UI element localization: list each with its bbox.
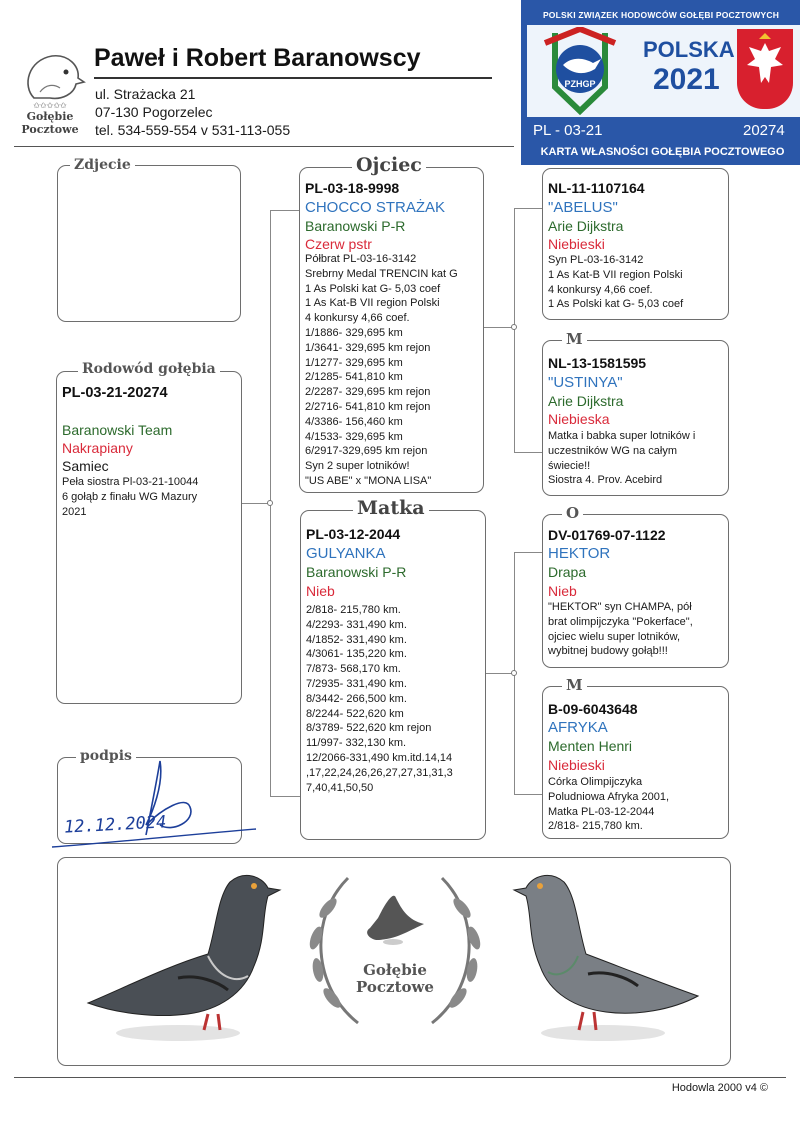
- pedigree-box: [56, 371, 242, 704]
- pigeon-right-icon: [514, 875, 698, 1041]
- father-line: Srebrny Medal TRENCIN kat G: [305, 267, 458, 280]
- header-divider: [14, 146, 514, 147]
- gf-father-line: Syn PL-03-16-3142: [548, 254, 644, 266]
- gm-father-list: [548, 429, 728, 488]
- pedigree-sex: Samiec: [62, 458, 109, 474]
- mother-line: 4/2293- 331,490 km.: [306, 618, 407, 631]
- father-line: 2/1285- 541,810 km: [305, 371, 403, 384]
- card-eagle-shield: [737, 29, 793, 109]
- mother-line: 12/2066-331,490 km.itd.14,14: [306, 751, 453, 764]
- photo-box: [57, 165, 241, 322]
- mother-line: 8/2244- 522,620 km: [306, 707, 404, 720]
- mother-line: 4/3061- 135,220 km.: [306, 648, 407, 661]
- gf-mother-line: brat olimpijczyka "Pokerface",: [548, 615, 693, 628]
- pedigree-breeder: Baranowski Team: [62, 422, 173, 438]
- tree-knot: [267, 500, 273, 506]
- father-breeder: Baranowski P-R: [305, 218, 406, 234]
- mother-color: Nieb: [306, 583, 335, 599]
- tree-line: [486, 673, 514, 674]
- father-line: 2/2716- 541,810 km rejon: [305, 400, 431, 413]
- owner-name-underline: [94, 77, 492, 79]
- tree-line: [514, 552, 542, 553]
- gf-mother-line: wybitnej budowy gołąb!!!: [548, 645, 668, 658]
- svg-text:✩✩✩✩✩: ✩✩✩✩✩: [33, 101, 67, 110]
- father-line: 6/2917-329,695 km rejon: [305, 445, 428, 458]
- father-performance-list: [305, 252, 481, 489]
- gm-mother-line: Poludniowa Afryka 2001,: [548, 790, 670, 803]
- father-ring: PL-03-18-9998: [305, 180, 400, 196]
- father-color: Czerw pstr: [305, 236, 372, 252]
- gf-father-list: [548, 253, 726, 312]
- gf-mother-line: "HEKTOR" syn CHAMPA, pół: [548, 601, 692, 613]
- father-line: Syn 2 super lotników!: [305, 460, 410, 473]
- card-body: [527, 25, 800, 117]
- footer-text: Hodowla 2000 v4 ©: [671, 1082, 768, 1094]
- tree-line: [270, 210, 300, 211]
- tree-line: [514, 208, 542, 209]
- mother-line: 4/1852- 331,490 km.: [306, 633, 407, 646]
- mother-line: 8/3789- 522,620 km rejon: [306, 722, 432, 735]
- mother-line: 8/3442- 266,500 km.: [306, 692, 407, 705]
- gm-father-breeder: Arie Dijkstra: [548, 393, 624, 409]
- gm-father-line: Matka i babka super lotników i: [548, 430, 696, 442]
- card-header: POLSKI ZWIĄZEK HODOWCÓW GOŁĘBI POCZTOWYCH: [542, 10, 780, 20]
- father-line: 2/2287- 329,695 km rejon: [305, 386, 431, 399]
- tree-line: [242, 503, 270, 504]
- mother-breeder: Baranowski P-R: [306, 564, 407, 580]
- mother-line: 11/997- 332,130 km.: [306, 737, 407, 750]
- owner-name: Paweł i Robert Baranowscy: [94, 44, 421, 72]
- father-line: 1/1886- 329,695 km: [305, 326, 403, 339]
- mother-name: GULYANKA: [306, 545, 386, 562]
- gf-father-line: 1 As Polski kat G- 5,03 coef: [548, 298, 684, 311]
- gm-mother-color: Niebieski: [548, 757, 605, 773]
- mother-legend: Matka: [353, 497, 429, 519]
- tree-line: [514, 794, 542, 795]
- gf-mother-color: Nieb: [548, 583, 577, 599]
- gm-mother-breeder: Menten Henri: [548, 738, 633, 754]
- pedigree-note-2: 6 gołąb z finału WG Mazury: [62, 491, 198, 503]
- gf-father-breeder: Arie Dijkstra: [548, 218, 624, 234]
- signature-legend: podpis: [76, 748, 136, 764]
- gm-mother-name: AFRYKA: [548, 719, 608, 736]
- pedigree-note-3: 2021: [62, 506, 87, 518]
- gf-mother-ring: DV-01769-07-1122: [548, 527, 666, 543]
- tree-line: [514, 208, 515, 452]
- gm-father-line: Siostra 4. Prov. Acebird: [548, 474, 663, 487]
- photo-legend: Zdjecie: [70, 157, 135, 173]
- flying-pigeon-icon: [367, 896, 424, 945]
- banner-text-1: Gołębie: [363, 961, 427, 979]
- tree-line: [484, 327, 514, 328]
- card-footer: KARTA WŁASNOŚCI GOŁĘBIA POCZTOWEGO: [540, 146, 785, 158]
- gf-father-ring: NL-11-1107164: [548, 180, 645, 196]
- gf-mother-legend: O: [562, 504, 583, 522]
- pedigree-legend: Rodowód gołębia: [78, 361, 220, 377]
- gf-mother-breeder: Drapa: [548, 564, 587, 580]
- father-line: 1/1277- 329,695 km: [305, 356, 403, 369]
- father-legend: Ojciec: [352, 154, 426, 176]
- gm-mother-line: Córka Olimpijczyka: [548, 776, 643, 788]
- gf-father-color: Niebieski: [548, 236, 605, 252]
- gf-father-line: 1 As Kat-B VII region Polski: [548, 268, 683, 281]
- mother-line: 2/818- 215,780 km.: [306, 604, 401, 616]
- pigeon-left-icon: [88, 875, 280, 1041]
- owner-phone: tel. 534-559-554 v 531-113-055: [95, 122, 291, 138]
- father-line: 1 As Polski kat G- 5,03 coef: [305, 282, 441, 295]
- father-line: Półbrat PL-03-16-3142: [305, 253, 417, 265]
- owner-address-2: 07-130 Pogorzelec: [95, 104, 213, 120]
- gm-mother-ring: B-09-6043648: [548, 701, 638, 717]
- banner-text-2: Pocztowe: [356, 978, 434, 996]
- pedigree-color: Nakrapiany: [62, 440, 133, 456]
- tree-line: [270, 796, 300, 797]
- mother-line: 7/2935- 331,490 km.: [306, 677, 407, 690]
- owner-logo: [14, 48, 86, 138]
- father-line: 4 konkursy 4,66 coef.: [305, 312, 410, 325]
- pedigree-note-1: Peła siostra Pl-03-21-10044: [62, 476, 199, 488]
- gf-father-name: "ABELUS": [548, 199, 618, 216]
- gm-mother-list: [548, 775, 728, 834]
- father-line: 4/3386- 156,460 km: [305, 415, 403, 428]
- banner-box: [57, 857, 731, 1066]
- gf-mother-list: [548, 600, 728, 659]
- card-country: POLSKA: [643, 37, 735, 62]
- tree-knot: [511, 324, 517, 330]
- gm-father-ring: NL-13-1581595: [548, 355, 647, 371]
- gf-father-line: 4 konkursy 4,66 coef.: [548, 283, 653, 296]
- father-line: 4/1533- 329,695 km: [305, 430, 403, 443]
- father-line: 1 As Kat-B VII region Polski: [305, 297, 440, 310]
- pedigree-ring: PL-03-21-20274: [62, 385, 168, 401]
- pzhgp-emblem-icon: [535, 27, 625, 115]
- signature-scribble-icon: [46, 755, 266, 855]
- logo-text-2: Pocztowe: [21, 123, 79, 136]
- footer-divider: [14, 1077, 786, 1078]
- gm-mother-line: Matka PL-03-12-2044: [548, 805, 655, 818]
- owner-address-1: ul. Strażacka 21: [95, 86, 196, 102]
- father-name: CHOCCO STRAŻAK: [305, 199, 446, 216]
- tree-line: [514, 452, 542, 453]
- gm-father-legend: M: [562, 330, 587, 348]
- card-ring-left: PL - 03-21: [533, 122, 603, 139]
- tree-knot: [511, 670, 517, 676]
- gf-mother-name: HEKTOR: [548, 545, 611, 562]
- mother-line: ,17,22,24,26,26,27,27,31,31,3: [306, 766, 453, 779]
- mother-line: 7,40,41,50,50: [306, 781, 374, 794]
- card-year: 2021: [653, 63, 720, 96]
- mother-performance-list: [306, 603, 484, 795]
- mother-ring: PL-03-12-2044: [306, 526, 401, 542]
- gm-mother-legend: M: [562, 676, 587, 694]
- father-line: "US ABE" x "MONA LISA": [305, 474, 432, 487]
- gm-mother-line: 2/818- 215,780 km.: [548, 820, 643, 833]
- white-eagle-icon: [737, 29, 793, 109]
- logo-text-1: Gołębie: [26, 110, 74, 123]
- ownership-card: [521, 0, 800, 165]
- gm-father-line: uczestników WG na całym: [548, 444, 677, 457]
- father-line: 1/3641- 329,695 km rejon: [305, 341, 431, 354]
- gm-father-name: "USTINYA": [548, 374, 623, 391]
- card-ring-right: 20274: [743, 122, 785, 139]
- gf-mother-line: ojciec wielu super lotników,: [548, 630, 681, 643]
- svg-text:PZHGP: PZHGP: [564, 79, 596, 89]
- mother-line: 7/873- 568,170 km.: [306, 663, 401, 676]
- gm-father-line: świecie!!: [548, 459, 591, 472]
- gm-father-color: Niebieska: [548, 411, 610, 427]
- signature-date: 12.12.2024: [63, 812, 167, 838]
